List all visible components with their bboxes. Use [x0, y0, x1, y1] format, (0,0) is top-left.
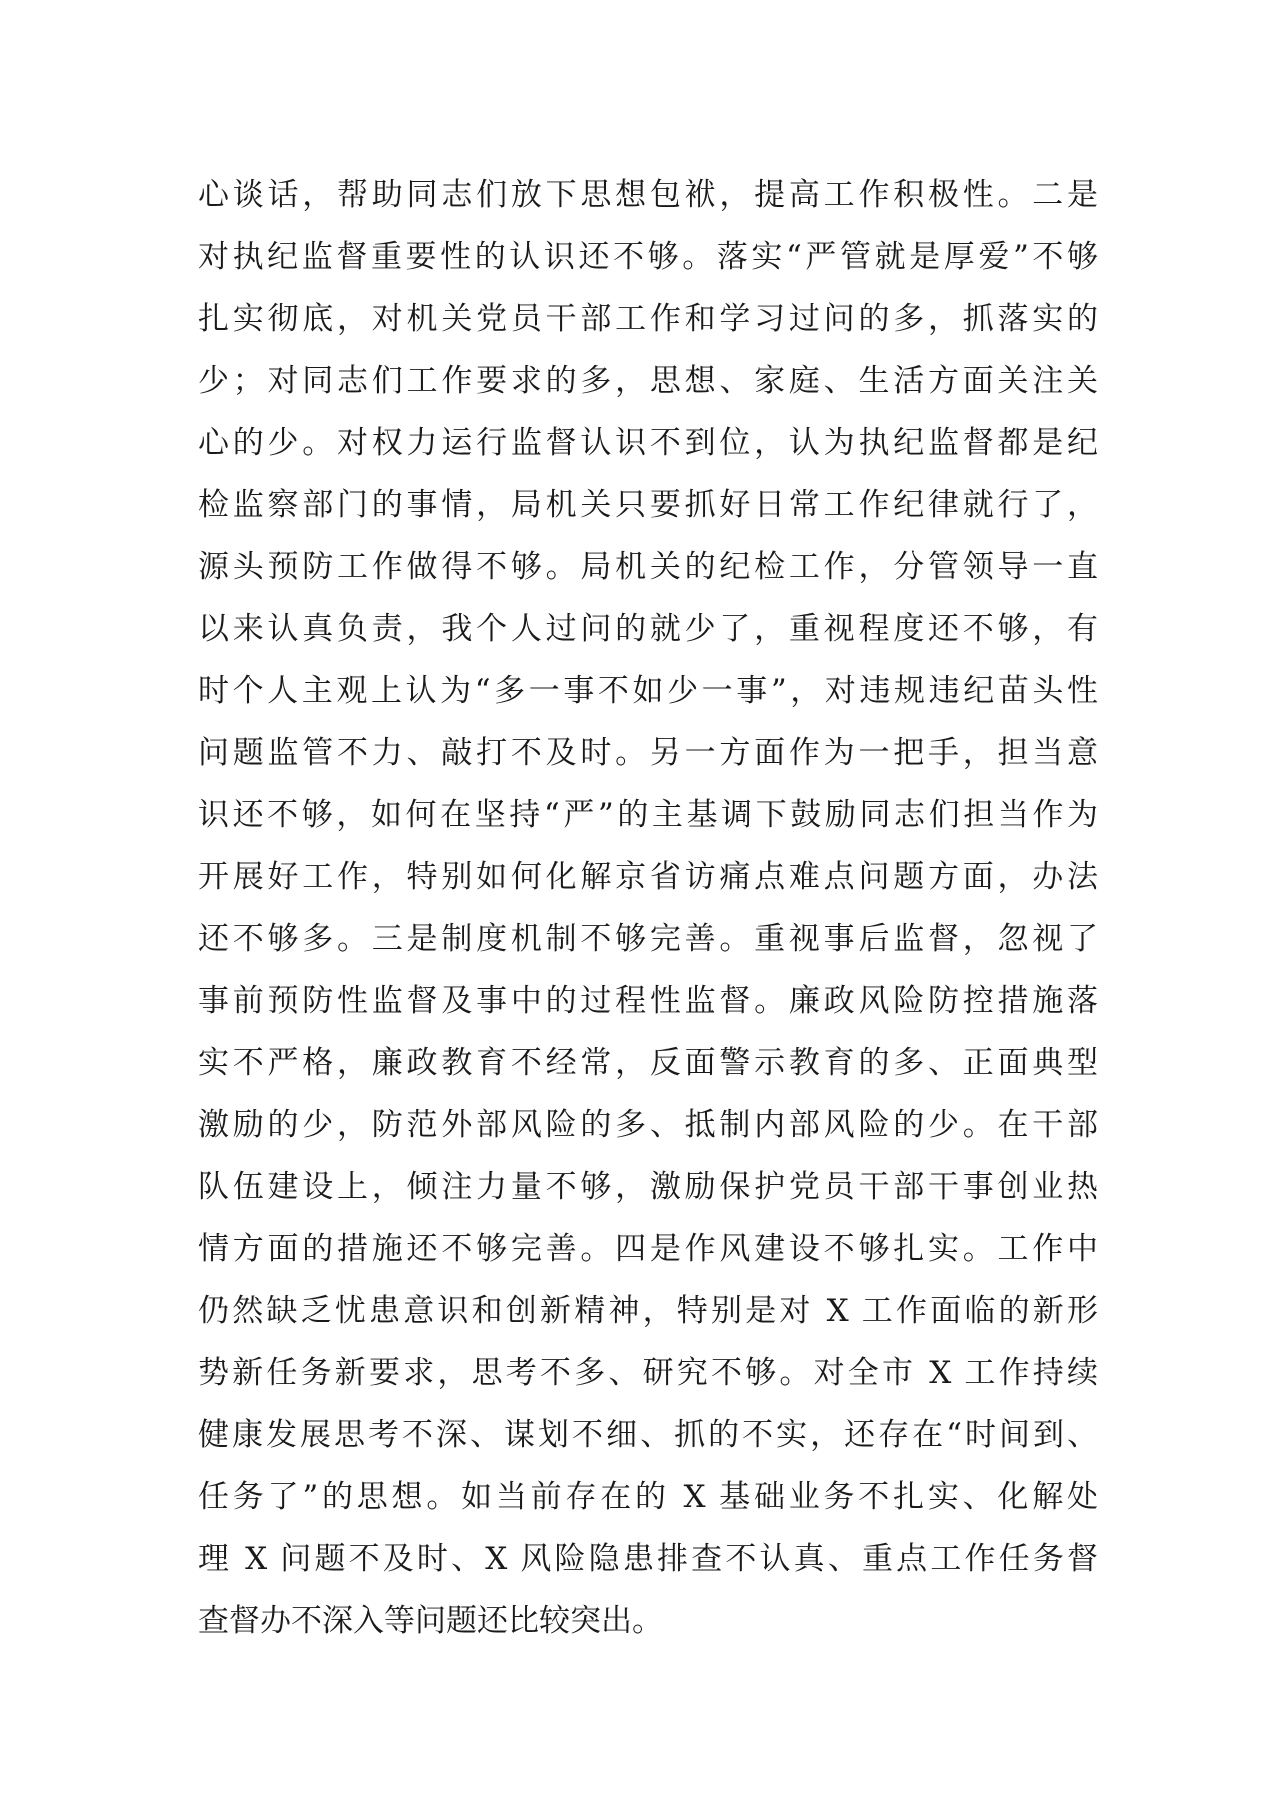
- body-line: 对执纪监督重要性的认识还不够。落实“严管就是厚爱”不够: [198, 239, 1098, 275]
- body-line: 事前预防性监督及事中的过程性监督。廉政风险防控措施落: [198, 983, 1098, 1019]
- body-line: 势新任务新要求，思考不多、研究不够。对全市 X 工作持续: [198, 1355, 1098, 1391]
- body-line: 识还不够，如何在坚持“严”的主基调下鼓励同志们担当作为: [198, 797, 1098, 833]
- body-line: 开展好工作，特别如何化解京省访痛点难点问题方面，办法: [198, 859, 1098, 895]
- body-line: 情方面的措施还不够完善。四是作风建设不够扎实。工作中: [198, 1231, 1098, 1267]
- body-line: 理 X 问题不及时、X 风险隐患排查不认真、重点工作任务督: [198, 1541, 1098, 1577]
- body-line: 检监察部门的事情，局机关只要抓好日常工作纪律就行了，: [198, 487, 1098, 523]
- body-line: 源头预防工作做得不够。局机关的纪检工作，分管领导一直: [198, 549, 1098, 585]
- body-line: 扎实彻底，对机关党员干部工作和学习过问的多，抓落实的: [198, 301, 1098, 337]
- body-line: 心的少。对权力运行监督认识不到位，认为执纪监督都是纪: [198, 425, 1098, 461]
- body-line: 实不严格，廉政教育不经常，反面警示教育的多、正面典型: [198, 1045, 1098, 1081]
- body-line: 问题监管不力、敲打不及时。另一方面作为一把手，担当意: [198, 735, 1098, 771]
- body-line: 还不够多。三是制度机制不够完善。重视事后监督，忽视了: [198, 921, 1098, 957]
- body-line: 激励的少，防范外部风险的多、抵制内部风险的少。在干部: [198, 1107, 1098, 1143]
- body-line: 健康发展思考不深、谋划不细、抓的不实，还存在“时间到、: [198, 1417, 1098, 1453]
- body-line: 以来认真负责，我个人过问的就少了，重视程度还不够，有: [198, 611, 1098, 647]
- body-line: 心谈话，帮助同志们放下思想包袱，提高工作积极性。二是: [198, 177, 1098, 213]
- document-body: [198, 164, 1098, 1652]
- body-line: 时个人主观上认为“多一事不如少一事”，对违规违纪苗头性: [198, 673, 1098, 709]
- body-line: 少；对同志们工作要求的多，思想、家庭、生活方面关注关: [198, 363, 1098, 399]
- body-line: 队伍建设上，倾注力量不够，激励保护党员干部干事创业热: [198, 1169, 1098, 1205]
- body-line: 查督办不深入等问题还比较突出。: [198, 1603, 663, 1639]
- body-line: 仍然缺乏忧患意识和创新精神，特别是对 X 工作面临的新形: [198, 1293, 1098, 1329]
- body-line: 任务了”的思想。如当前存在的 X 基础业务不扎实、化解处: [198, 1479, 1098, 1515]
